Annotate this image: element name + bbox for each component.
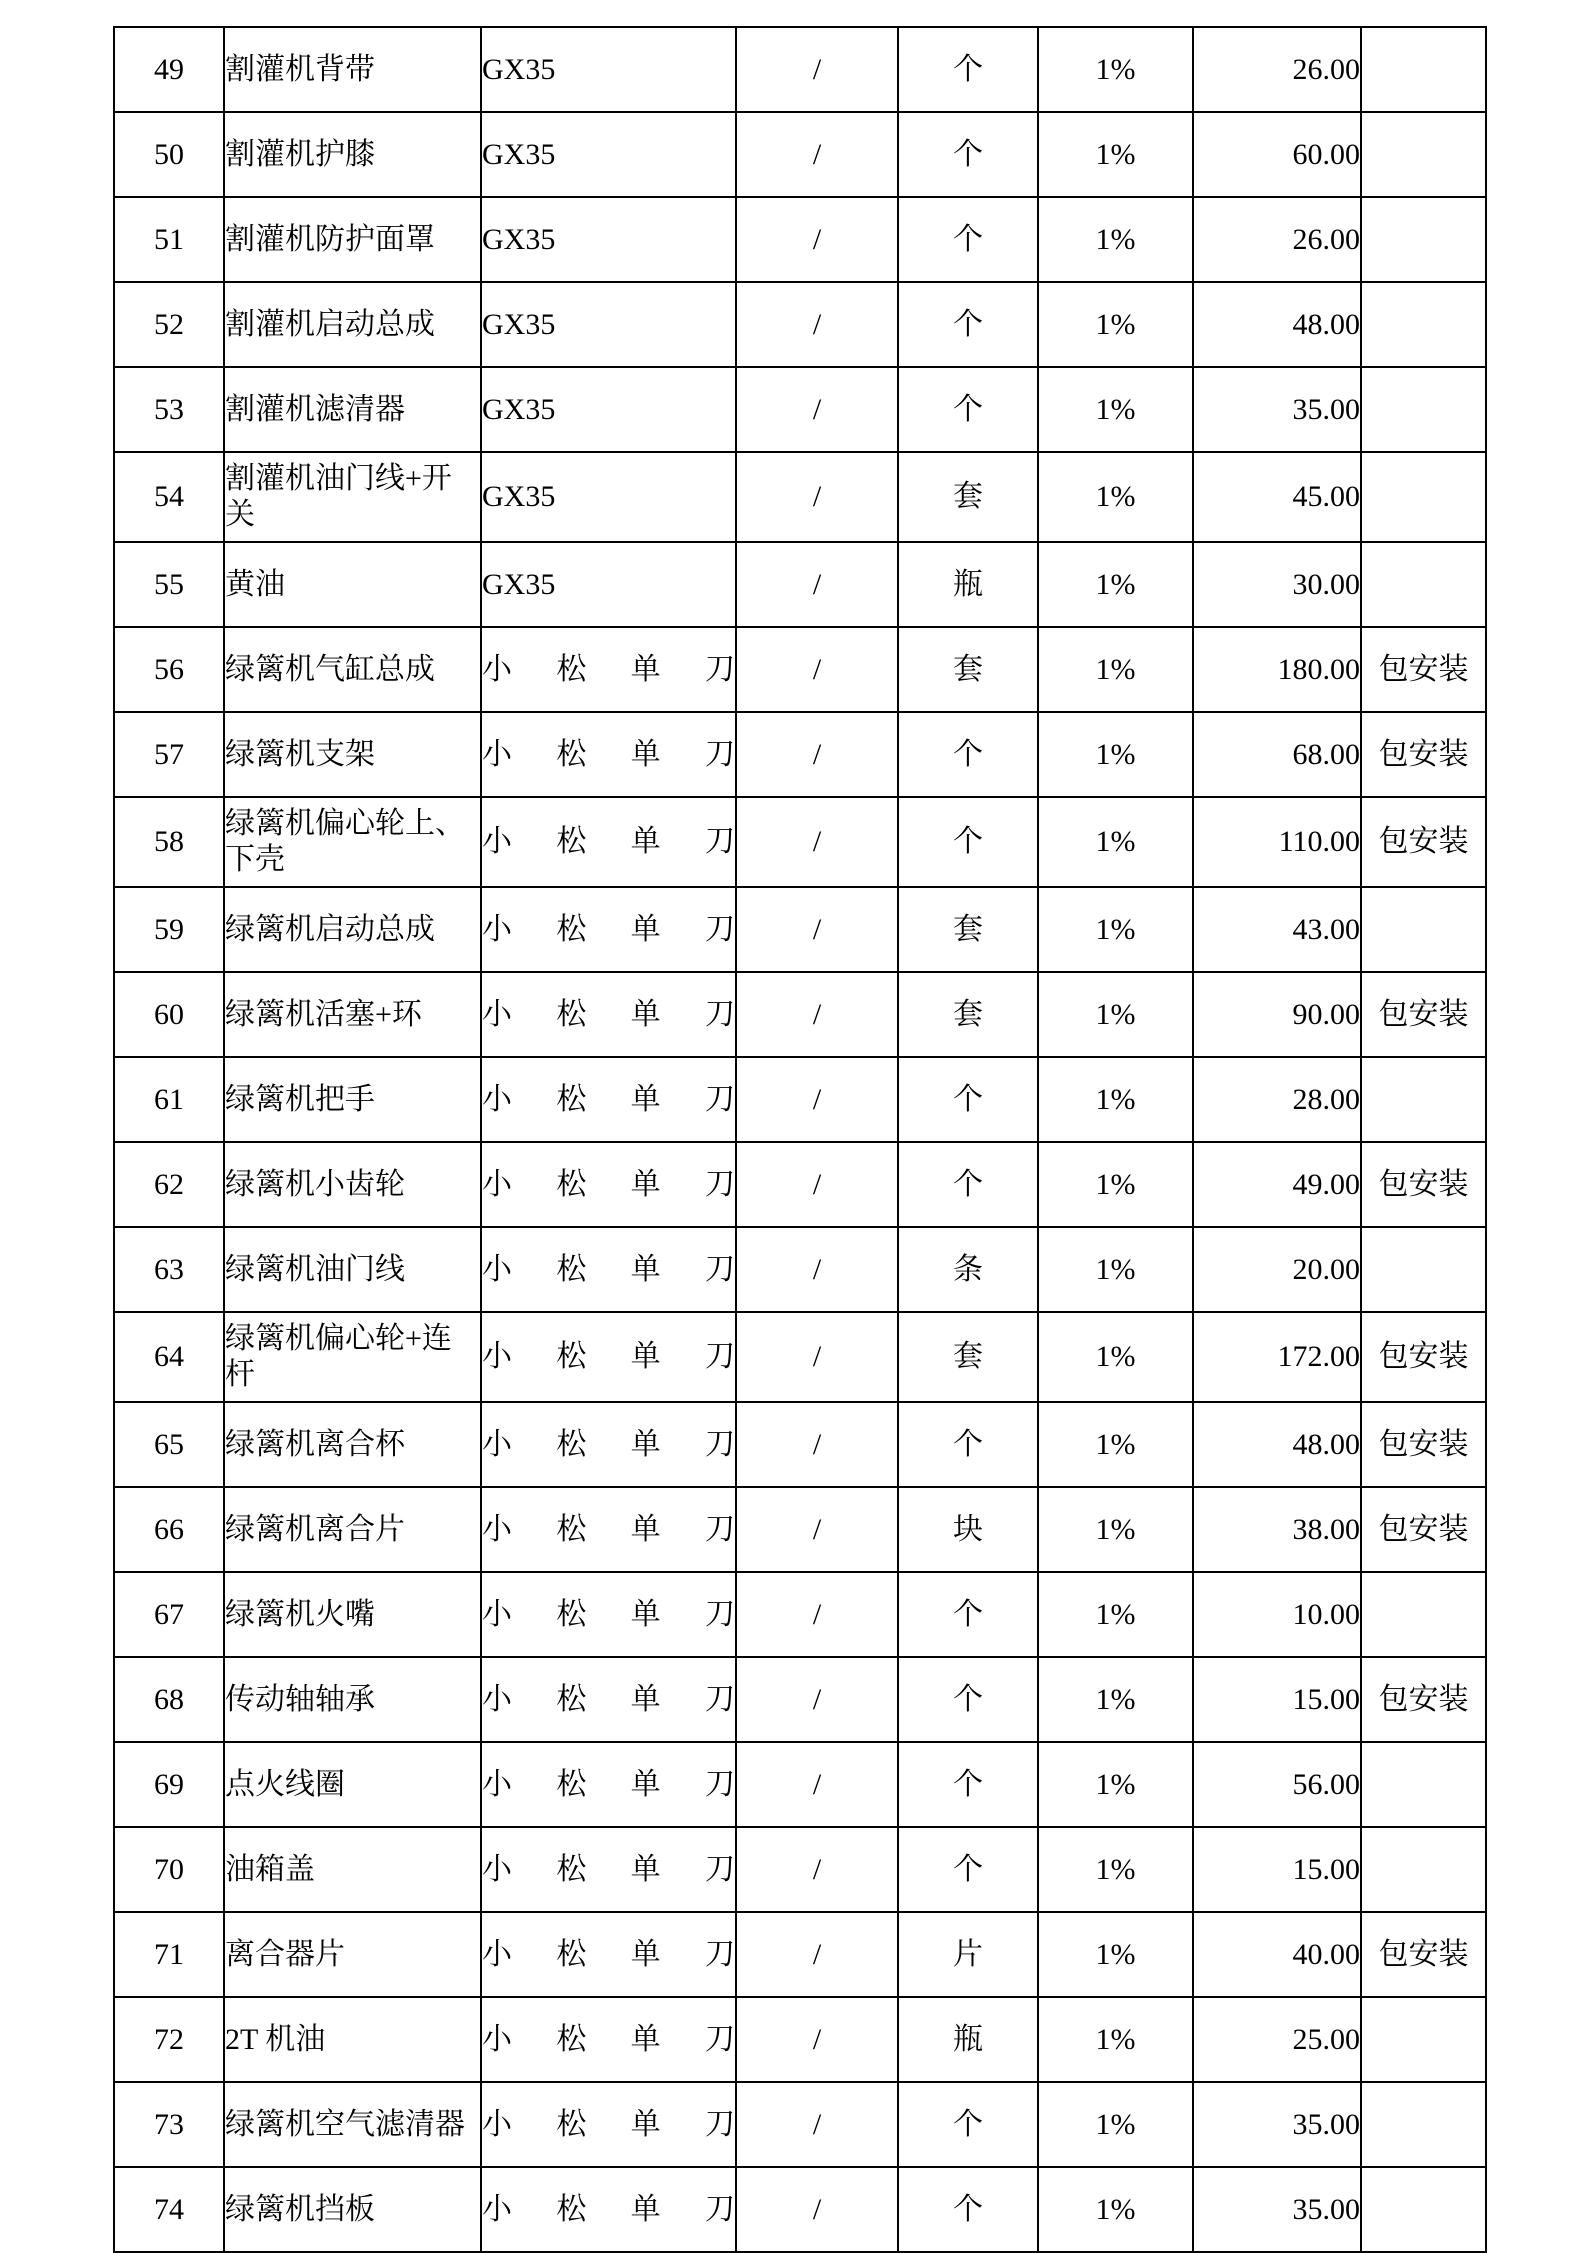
cell-unit-price: 35.00 (1193, 2167, 1361, 2252)
cell-model: GX35 (481, 542, 736, 627)
cell-unit-price: 26.00 (1193, 27, 1361, 112)
cell-tax-rate: 1% (1038, 1742, 1193, 1827)
table-row (114, 1572, 1486, 1657)
cell-model: GX35 (481, 282, 736, 367)
price-table (113, 26, 1487, 2253)
cell-item-name: 绿篱机离合片 (224, 1487, 481, 1572)
table-row (114, 712, 1486, 797)
cell-model: 小松单刀 (481, 972, 736, 1057)
cell-remark (1361, 282, 1486, 367)
table-row (114, 2082, 1486, 2167)
cell-serial-number: 67 (114, 1572, 224, 1657)
cell-serial-number: 50 (114, 112, 224, 197)
cell-unit: 个 (898, 1572, 1038, 1657)
cell-remark: 包安装 (1361, 972, 1486, 1057)
cell-remark (1361, 452, 1486, 542)
table-row (114, 1912, 1486, 1997)
cell-unit: 个 (898, 2082, 1038, 2167)
table-row (114, 367, 1486, 452)
cell-remark (1361, 27, 1486, 112)
cell-unit: 个 (898, 112, 1038, 197)
cell-unit: 个 (898, 1142, 1038, 1227)
cell-model: 小松单刀 (481, 1827, 736, 1912)
cell-tax-rate: 1% (1038, 2167, 1193, 2252)
cell-spec: / (736, 2082, 898, 2167)
cell-unit: 套 (898, 887, 1038, 972)
cell-unit-price: 28.00 (1193, 1057, 1361, 1142)
cell-model: 小松单刀 (481, 1742, 736, 1827)
cell-unit-price: 25.00 (1193, 1997, 1361, 2082)
cell-serial-number: 69 (114, 1742, 224, 1827)
cell-unit: 块 (898, 1487, 1038, 1572)
table-row (114, 797, 1486, 887)
cell-item-name: 点火线圈 (224, 1742, 481, 1827)
cell-unit-price: 49.00 (1193, 1142, 1361, 1227)
cell-unit-price: 26.00 (1193, 197, 1361, 282)
cell-remark (1361, 1997, 1486, 2082)
cell-serial-number: 65 (114, 1402, 224, 1487)
cell-spec: / (736, 2167, 898, 2252)
cell-remark: 包安装 (1361, 1312, 1486, 1402)
cell-remark: 包安装 (1361, 1657, 1486, 1742)
cell-serial-number: 60 (114, 972, 224, 1057)
cell-unit-price: 30.00 (1193, 542, 1361, 627)
cell-unit: 个 (898, 197, 1038, 282)
cell-remark (1361, 197, 1486, 282)
price-table-body (114, 27, 1486, 2252)
cell-item-name: 割灌机背带 (224, 27, 481, 112)
cell-unit: 个 (898, 1742, 1038, 1827)
cell-unit: 个 (898, 282, 1038, 367)
cell-unit: 个 (898, 2167, 1038, 2252)
table-row (114, 1487, 1486, 1572)
table-row (114, 1402, 1486, 1487)
cell-unit: 套 (898, 452, 1038, 542)
cell-remark: 包安装 (1361, 1142, 1486, 1227)
table-row (114, 1057, 1486, 1142)
cell-tax-rate: 1% (1038, 452, 1193, 542)
cell-remark: 包安装 (1361, 1402, 1486, 1487)
cell-item-name: 割灌机启动总成 (224, 282, 481, 367)
cell-unit-price: 90.00 (1193, 972, 1361, 1057)
cell-serial-number: 61 (114, 1057, 224, 1142)
cell-spec: / (736, 712, 898, 797)
cell-tax-rate: 1% (1038, 1997, 1193, 2082)
cell-unit-price: 38.00 (1193, 1487, 1361, 1572)
cell-unit: 个 (898, 367, 1038, 452)
cell-unit-price: 48.00 (1193, 1402, 1361, 1487)
cell-tax-rate: 1% (1038, 1142, 1193, 1227)
cell-spec: / (736, 282, 898, 367)
cell-unit-price: 48.00 (1193, 282, 1361, 367)
cell-remark (1361, 112, 1486, 197)
cell-remark (1361, 367, 1486, 452)
cell-spec: / (736, 452, 898, 542)
cell-tax-rate: 1% (1038, 712, 1193, 797)
table-row (114, 282, 1486, 367)
cell-spec: / (736, 972, 898, 1057)
cell-remark: 包安装 (1361, 712, 1486, 797)
cell-spec: / (736, 887, 898, 972)
cell-serial-number: 62 (114, 1142, 224, 1227)
cell-tax-rate: 1% (1038, 542, 1193, 627)
cell-remark: 包安装 (1361, 1912, 1486, 1997)
cell-model: 小松单刀 (481, 1487, 736, 1572)
cell-item-name: 割灌机滤清器 (224, 367, 481, 452)
cell-remark (1361, 1057, 1486, 1142)
cell-serial-number: 64 (114, 1312, 224, 1402)
cell-tax-rate: 1% (1038, 112, 1193, 197)
cell-tax-rate: 1% (1038, 797, 1193, 887)
cell-unit-price: 110.00 (1193, 797, 1361, 887)
cell-item-name: 绿篱机小齿轮 (224, 1142, 481, 1227)
cell-spec: / (736, 542, 898, 627)
cell-model: 小松单刀 (481, 2082, 736, 2167)
cell-unit-price: 15.00 (1193, 1657, 1361, 1742)
cell-tax-rate: 1% (1038, 1057, 1193, 1142)
cell-spec: / (736, 197, 898, 282)
cell-tax-rate: 1% (1038, 887, 1193, 972)
cell-item-name: 2T 机油 (224, 1997, 481, 2082)
cell-serial-number: 58 (114, 797, 224, 887)
cell-model: 小松单刀 (481, 1572, 736, 1657)
cell-remark (1361, 2082, 1486, 2167)
cell-model: 小松单刀 (481, 712, 736, 797)
cell-spec: / (736, 1742, 898, 1827)
cell-serial-number: 59 (114, 887, 224, 972)
cell-tax-rate: 1% (1038, 367, 1193, 452)
cell-remark (1361, 1742, 1486, 1827)
cell-spec: / (736, 27, 898, 112)
cell-tax-rate: 1% (1038, 972, 1193, 1057)
cell-unit: 套 (898, 972, 1038, 1057)
cell-model: 小松单刀 (481, 1057, 736, 1142)
table-row (114, 1742, 1486, 1827)
cell-item-name: 油箱盖 (224, 1827, 481, 1912)
table-row (114, 452, 1486, 542)
cell-serial-number: 71 (114, 1912, 224, 1997)
cell-tax-rate: 1% (1038, 1402, 1193, 1487)
cell-serial-number: 74 (114, 2167, 224, 2252)
cell-tax-rate: 1% (1038, 1487, 1193, 1572)
cell-unit: 个 (898, 1827, 1038, 1912)
cell-spec: / (736, 1227, 898, 1312)
cell-item-name: 割灌机防护面罩 (224, 197, 481, 282)
cell-remark (1361, 1227, 1486, 1312)
cell-model: 小松单刀 (481, 2167, 736, 2252)
cell-unit: 个 (898, 1657, 1038, 1742)
cell-serial-number: 73 (114, 2082, 224, 2167)
cell-tax-rate: 1% (1038, 627, 1193, 712)
cell-unit: 瓶 (898, 1997, 1038, 2082)
cell-item-name: 绿篱机气缸总成 (224, 627, 481, 712)
cell-unit: 个 (898, 712, 1038, 797)
table-row (114, 542, 1486, 627)
cell-model: 小松单刀 (481, 1312, 736, 1402)
table-row (114, 197, 1486, 282)
cell-serial-number: 53 (114, 367, 224, 452)
cell-model: 小松单刀 (481, 1997, 736, 2082)
cell-model: GX35 (481, 112, 736, 197)
cell-spec: / (736, 367, 898, 452)
cell-unit-price: 172.00 (1193, 1312, 1361, 1402)
cell-tax-rate: 1% (1038, 282, 1193, 367)
cell-item-name: 绿篱机挡板 (224, 2167, 481, 2252)
cell-serial-number: 54 (114, 452, 224, 542)
cell-item-name: 黄油 (224, 542, 481, 627)
cell-item-name: 割灌机护膝 (224, 112, 481, 197)
cell-item-name: 绿篱机支架 (224, 712, 481, 797)
table-row (114, 972, 1486, 1057)
cell-spec: / (736, 1402, 898, 1487)
table-row (114, 1142, 1486, 1227)
cell-spec: / (736, 112, 898, 197)
cell-unit: 个 (898, 1402, 1038, 1487)
cell-remark (1361, 887, 1486, 972)
cell-spec: / (736, 1142, 898, 1227)
table-row (114, 1657, 1486, 1742)
cell-tax-rate: 1% (1038, 1312, 1193, 1402)
cell-spec: / (736, 797, 898, 887)
cell-model: 小松单刀 (481, 627, 736, 712)
cell-unit-price: 43.00 (1193, 887, 1361, 972)
cell-unit: 套 (898, 627, 1038, 712)
cell-unit: 条 (898, 1227, 1038, 1312)
cell-unit-price: 68.00 (1193, 712, 1361, 797)
cell-serial-number: 57 (114, 712, 224, 797)
cell-model: GX35 (481, 27, 736, 112)
cell-item-name: 绿篱机启动总成 (224, 887, 481, 972)
table-row (114, 627, 1486, 712)
cell-unit-price: 60.00 (1193, 112, 1361, 197)
cell-tax-rate: 1% (1038, 2082, 1193, 2167)
table-row (114, 1312, 1486, 1402)
cell-serial-number: 68 (114, 1657, 224, 1742)
cell-unit: 套 (898, 1312, 1038, 1402)
cell-remark (1361, 2167, 1486, 2252)
cell-spec: / (736, 1912, 898, 1997)
cell-model: 小松单刀 (481, 1912, 736, 1997)
cell-item-name: 绿篱机偏心轮上、下壳 (224, 797, 481, 887)
cell-serial-number: 56 (114, 627, 224, 712)
cell-item-name: 绿篱机火嘴 (224, 1572, 481, 1657)
cell-unit: 个 (898, 797, 1038, 887)
table-row (114, 1827, 1486, 1912)
cell-serial-number: 70 (114, 1827, 224, 1912)
cell-unit-price: 15.00 (1193, 1827, 1361, 1912)
cell-remark: 包安装 (1361, 627, 1486, 712)
cell-spec: / (736, 1997, 898, 2082)
table-row (114, 27, 1486, 112)
cell-model: 小松单刀 (481, 1227, 736, 1312)
cell-spec: / (736, 1312, 898, 1402)
cell-unit-price: 35.00 (1193, 2082, 1361, 2167)
table-row (114, 2167, 1486, 2252)
cell-unit: 个 (898, 27, 1038, 112)
cell-remark: 包安装 (1361, 1487, 1486, 1572)
cell-remark (1361, 1572, 1486, 1657)
cell-item-name: 绿篱机空气滤清器 (224, 2082, 481, 2167)
cell-tax-rate: 1% (1038, 1912, 1193, 1997)
cell-spec: / (736, 1487, 898, 1572)
cell-item-name: 绿篱机活塞+环 (224, 972, 481, 1057)
cell-unit-price: 180.00 (1193, 627, 1361, 712)
cell-serial-number: 72 (114, 1997, 224, 2082)
cell-spec: / (736, 1057, 898, 1142)
cell-tax-rate: 1% (1038, 1227, 1193, 1312)
cell-model: GX35 (481, 197, 736, 282)
cell-model: 小松单刀 (481, 1657, 736, 1742)
cell-tax-rate: 1% (1038, 27, 1193, 112)
cell-serial-number: 55 (114, 542, 224, 627)
cell-unit: 个 (898, 1057, 1038, 1142)
cell-spec: / (736, 1827, 898, 1912)
cell-item-name: 割灌机油门线+开关 (224, 452, 481, 542)
cell-serial-number: 63 (114, 1227, 224, 1312)
cell-serial-number: 52 (114, 282, 224, 367)
cell-model: GX35 (481, 367, 736, 452)
cell-serial-number: 49 (114, 27, 224, 112)
cell-remark (1361, 1827, 1486, 1912)
cell-tax-rate: 1% (1038, 1827, 1193, 1912)
cell-item-name: 传动轴轴承 (224, 1657, 481, 1742)
cell-spec: / (736, 1572, 898, 1657)
cell-serial-number: 51 (114, 197, 224, 282)
cell-remark: 包安装 (1361, 797, 1486, 887)
table-row (114, 1997, 1486, 2082)
cell-model: 小松单刀 (481, 887, 736, 972)
cell-spec: / (736, 627, 898, 712)
cell-item-name: 绿篱机油门线 (224, 1227, 481, 1312)
cell-unit-price: 35.00 (1193, 367, 1361, 452)
cell-item-name: 绿篱机把手 (224, 1057, 481, 1142)
table-row (114, 112, 1486, 197)
cell-spec: / (736, 1657, 898, 1742)
cell-unit-price: 10.00 (1193, 1572, 1361, 1657)
cell-tax-rate: 1% (1038, 1657, 1193, 1742)
cell-tax-rate: 1% (1038, 1572, 1193, 1657)
cell-serial-number: 66 (114, 1487, 224, 1572)
cell-remark (1361, 542, 1486, 627)
cell-item-name: 离合器片 (224, 1912, 481, 1997)
cell-model: 小松单刀 (481, 797, 736, 887)
cell-model: 小松单刀 (481, 1402, 736, 1487)
cell-unit: 片 (898, 1912, 1038, 1997)
cell-unit-price: 45.00 (1193, 452, 1361, 542)
cell-unit-price: 56.00 (1193, 1742, 1361, 1827)
cell-model: GX35 (481, 452, 736, 542)
cell-unit-price: 20.00 (1193, 1227, 1361, 1312)
cell-unit-price: 40.00 (1193, 1912, 1361, 1997)
cell-item-name: 绿篱机偏心轮+连杆 (224, 1312, 481, 1402)
cell-tax-rate: 1% (1038, 197, 1193, 282)
table-row (114, 1227, 1486, 1312)
cell-model: 小松单刀 (481, 1142, 736, 1227)
cell-item-name: 绿篱机离合杯 (224, 1402, 481, 1487)
cell-unit: 瓶 (898, 542, 1038, 627)
table-row (114, 887, 1486, 972)
